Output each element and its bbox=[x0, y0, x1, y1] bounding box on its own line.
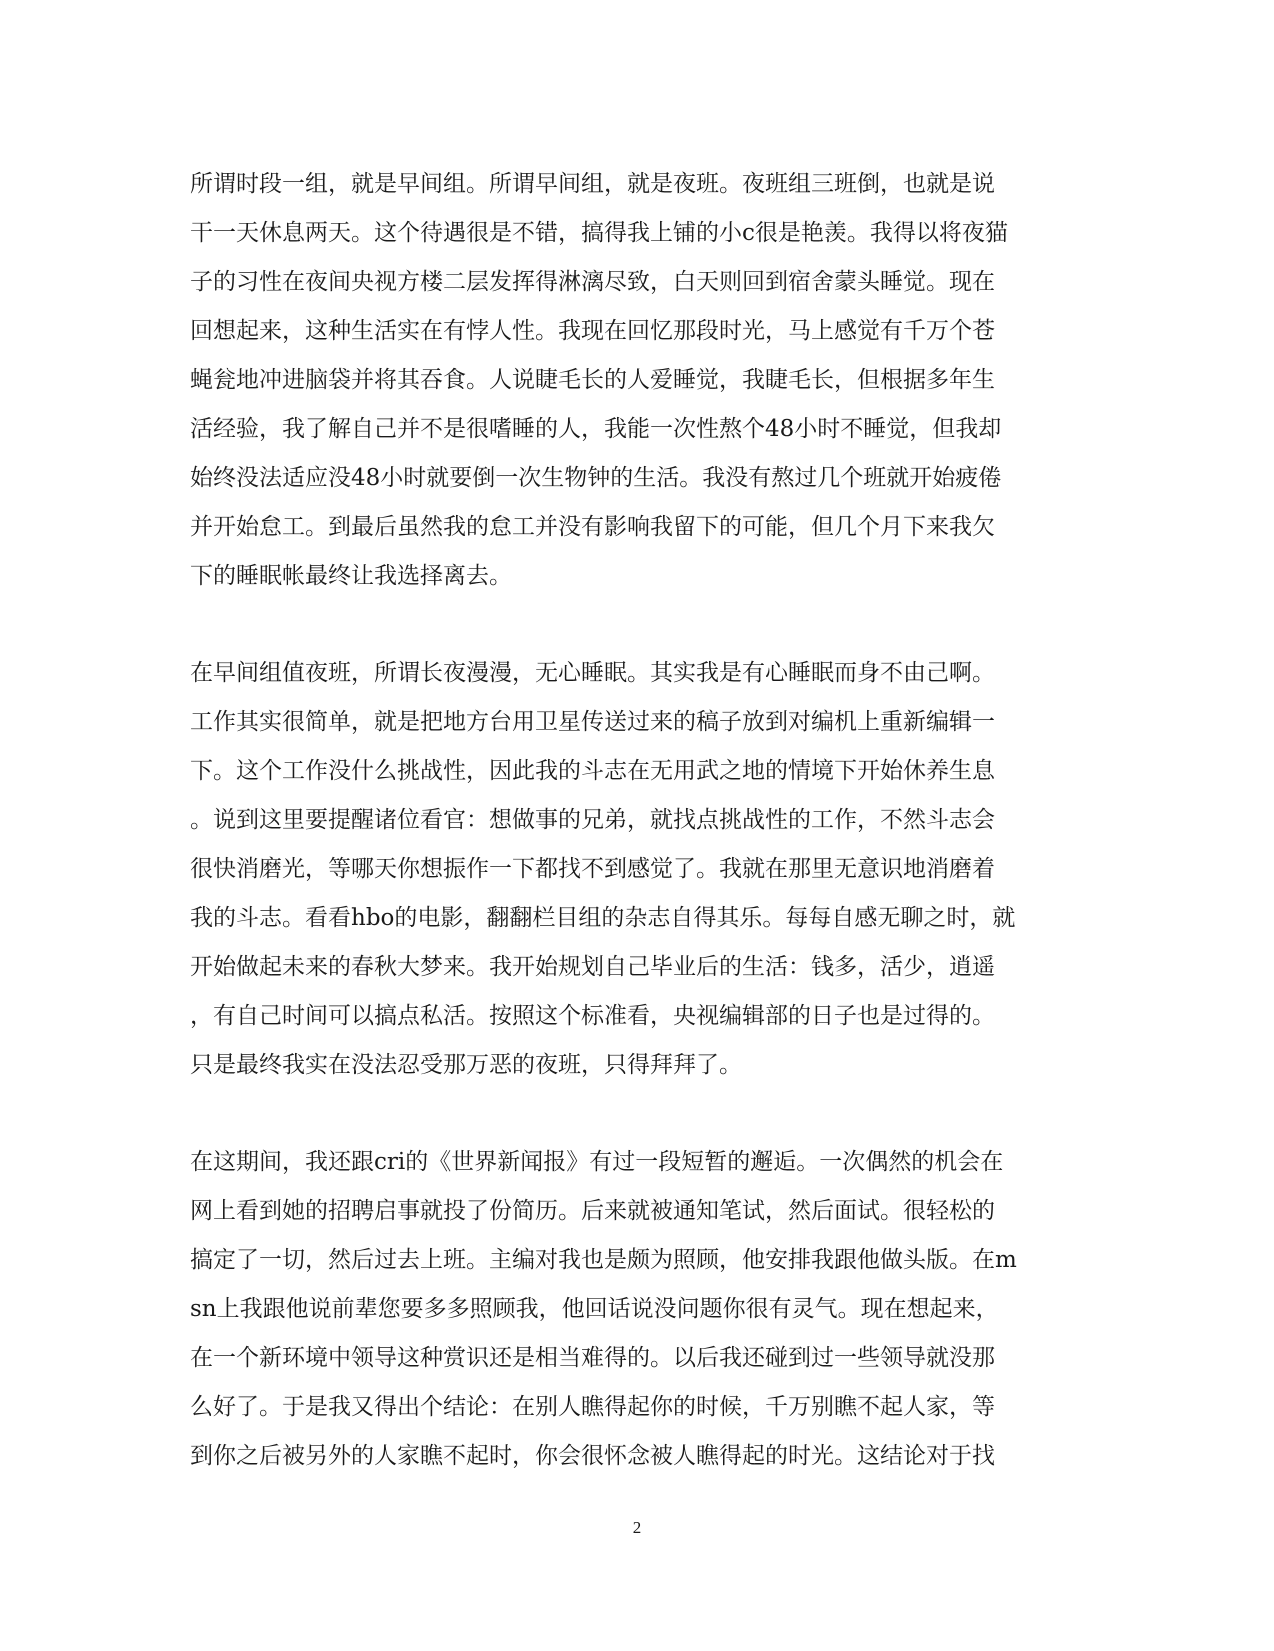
paragraph-3 bbox=[190, 1138, 1090, 1481]
text-line: 干一天休息两天。这个待遇很是不错，搞得我上铺的小c很是艳羡。我得以将夜猫 bbox=[190, 220, 1008, 246]
text-line: 到你之后被另外的人家瞧不起时，你会很怀念被人瞧得起的时光。这结论对于找 bbox=[190, 1443, 995, 1469]
page-number: 2 bbox=[632, 1518, 642, 1537]
text-line: 在这期间，我还跟cri的《世界新闻报》有过一段短暂的邂逅。一次偶然的机会在 bbox=[190, 1149, 1004, 1175]
body-text bbox=[190, 160, 1090, 1529]
text-line: 子的习性在夜间央视方楼二层发挥得淋漓尽致，白天则回到宿舍蒙头睡觉。现在 bbox=[190, 269, 995, 295]
text-line: 网上看到她的招聘启事就投了份简历。后来就被通知笔试，然后面试。很轻松的 bbox=[190, 1198, 995, 1224]
text-line: 么好了。于是我又得出个结论：在别人瞧得起你的时候，千万别瞧不起人家，等 bbox=[190, 1394, 995, 1420]
text-line: sn上我跟他说前辈您要多多照顾我，他回话说没问题你很有灵气。现在想起来， bbox=[190, 1296, 999, 1322]
text-line: 蝇瓮地冲进脑袋并将其吞食。人说睫毛长的人爱睡觉，我睫毛长，但根据多年生 bbox=[190, 367, 995, 393]
text-line: 始终没法适应没48小时就要倒一次生物钟的生活。我没有熬过几个班就开始疲倦 bbox=[190, 465, 1002, 491]
text-line: 下。这个工作没什么挑战性，因此我的斗志在无用武之地的情境下开始休养生息 bbox=[190, 758, 995, 784]
text-line: 所谓时段一组，就是早间组。所谓早间组，就是夜班。夜班组三班倒，也就是说 bbox=[190, 171, 995, 197]
text-line: 工作其实很简单，就是把地方台用卫星传送过来的稿子放到对编机上重新编辑一 bbox=[190, 709, 995, 735]
text-line: 下的睡眠帐最终让我选择离去。 bbox=[190, 563, 512, 589]
text-line: 搞定了一切，然后过去上班。主编对我也是颇为照顾，他安排我跟他做头版。在m bbox=[190, 1247, 1017, 1273]
paragraph-2 bbox=[190, 649, 1090, 1090]
text-line: 活经验，我了解自己并不是很嗜睡的人，我能一次性熬个48小时不睡觉，但我却 bbox=[190, 416, 1002, 442]
text-line: 在早间组值夜班，所谓长夜漫漫，无心睡眠。其实我是有心睡眠而身不由己啊。 bbox=[190, 660, 995, 686]
text-line: 开始做起未来的春秋大梦来。我开始规划自己毕业后的生活：钱多，活少，逍遥 bbox=[190, 954, 995, 980]
text-line: 并开始怠工。到最后虽然我的怠工并没有影响我留下的可能，但几个月下来我欠 bbox=[190, 514, 995, 540]
text-line: 我的斗志。看看hbo的电影，翻翻栏目组的杂志自得其乐。每每自感无聊之时，就 bbox=[190, 905, 1016, 931]
text-line: 。说到这里要提醒诸位看官：想做事的兄弟，就找点挑战性的工作，不然斗志会 bbox=[190, 807, 995, 833]
text-line: 很快消磨光，等哪天你想振作一下都找不到感觉了。我就在那里无意识地消磨着 bbox=[190, 856, 995, 882]
text-line: 在一个新环境中领导这种赏识还是相当难得的。以后我还碰到过一些领导就没那 bbox=[190, 1345, 995, 1371]
text-line: ，有自己时间可以搞点私活。按照这个标准看，央视编辑部的日子也是过得的。 bbox=[190, 1003, 995, 1029]
paragraph-1 bbox=[190, 160, 1090, 601]
text-line: 回想起来，这种生活实在有悖人性。我现在回忆那段时光，马上感觉有千万个苍 bbox=[190, 318, 995, 344]
text-line: 只是最终我实在没法忍受那万恶的夜班，只得拜拜了。 bbox=[190, 1052, 742, 1078]
